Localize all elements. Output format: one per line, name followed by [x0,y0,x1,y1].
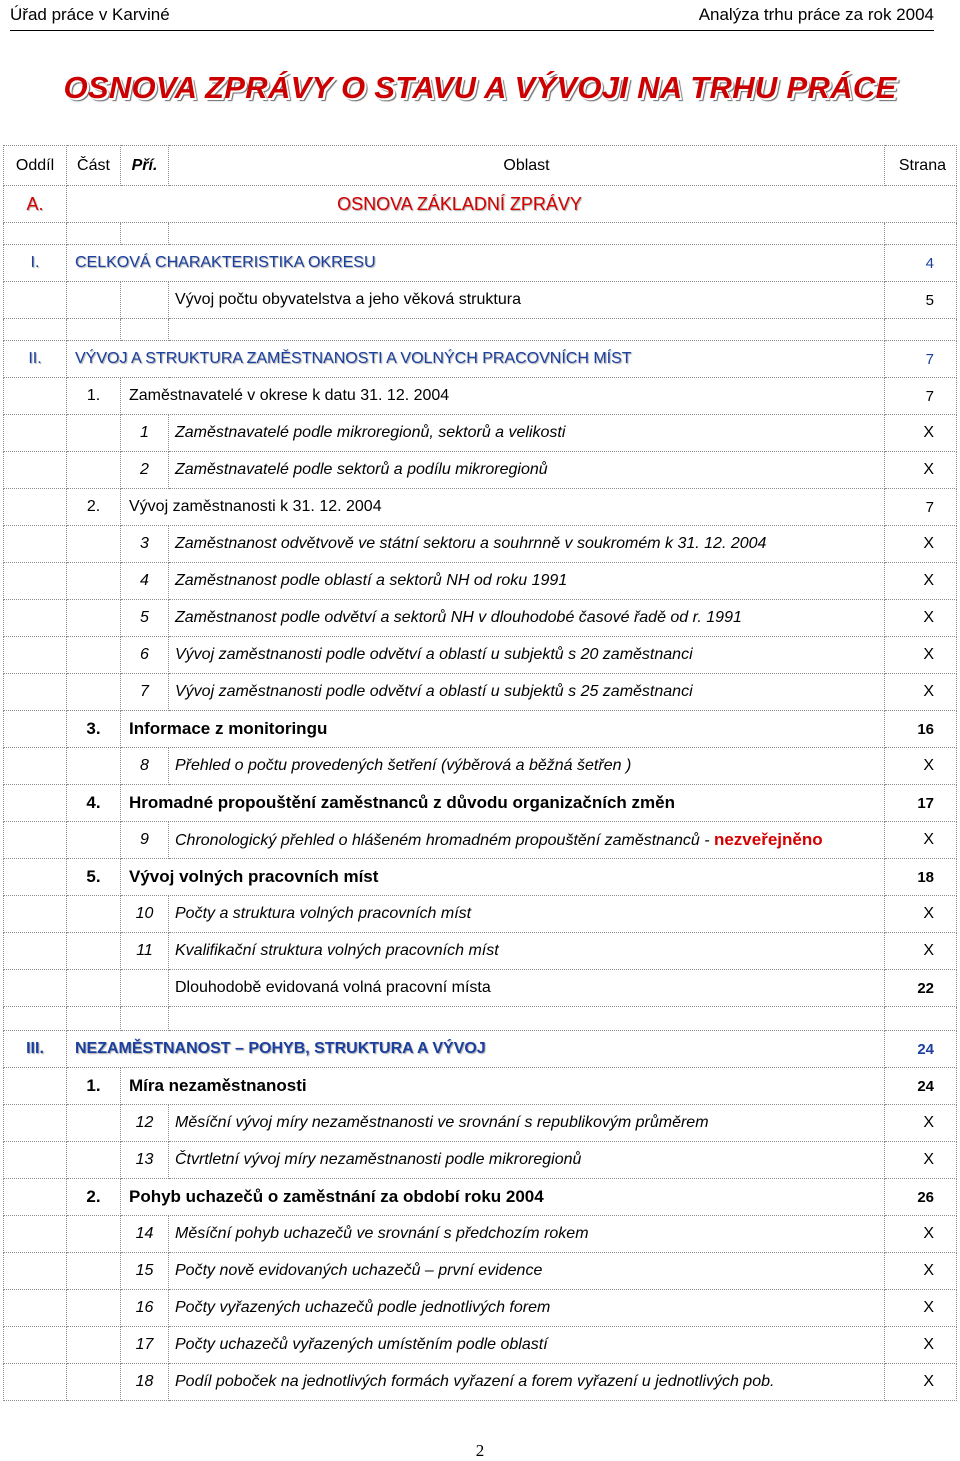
annex-row [4,896,957,933]
spacer-row [4,319,957,341]
part-num: 5. [67,859,121,896]
section-1-page: 4 [885,245,957,282]
annex-num: 16 [121,1290,169,1327]
section-3-title: NEZAMĚSTNANOST – POHYB, STRUKTURA A VÝVOJ [67,1031,885,1068]
outline-table [3,145,957,1401]
part-num: 2. [67,489,121,526]
annex-title: Zaměstnanost podle oblastí a sektorů NH od roku 1991 [169,563,885,600]
part-num: 1. [67,1068,121,1105]
table-header-row [4,146,957,186]
list-item [4,970,957,1007]
extra-page: 22 [885,970,957,1007]
part-row [4,1068,957,1105]
annex-title: Vývoj zaměstnanosti podle odvětví a oblastí u subjektů s 25 zaměstnanci [169,674,885,711]
annex-num: 8 [121,748,169,785]
annex-num: 9 [121,822,169,859]
annex-page: X [885,748,957,785]
annex-page: X [885,600,957,637]
document-title: OSNOVA ZPRÁVY O STAVU A VÝVOJI NA TRHU PRÁCE [63,70,897,105]
section-1-sub-title: Vývoj počtu obyvatelstva a jeho věková struktura [169,282,885,319]
annex-title: Čtvrtletní vývoj míry nezaměstnanosti podle mikroregionů [169,1142,885,1179]
annex-num: 18 [121,1364,169,1401]
section-3-row [4,1031,957,1068]
annex-page: X [885,637,957,674]
annex-page: X [885,822,957,859]
annex-row [4,822,957,859]
section-a-row [4,186,957,223]
annex-row [4,1142,957,1179]
annex-row [4,933,957,970]
annex-title: Počty vyřazených uchazečů podle jednotlivých forem [169,1290,885,1327]
annex-title: Zaměstnavatelé podle sektorů a podílu mikroregionů [169,452,885,489]
section-1-code: I. [4,245,67,282]
annex-page: X [885,674,957,711]
annex-num: 7 [121,674,169,711]
section-1-sub-page: 5 [885,282,957,319]
annex-page: X [885,1327,957,1364]
annex-title: Vývoj zaměstnanosti podle odvětví a oblastí u subjektů s 20 zaměstnanci [169,637,885,674]
page-header [10,4,934,31]
annex-row [4,1290,957,1327]
header-office: Úřad práce v Karviné [10,5,170,24]
part-num: 4. [67,785,121,822]
annex-row [4,748,957,785]
annex-title-cell [169,822,885,859]
annex-title: Počty a struktura volných pracovních míst [169,896,885,933]
annex-num: 2 [121,452,169,489]
part-page: 7 [885,378,957,415]
part-row [4,489,957,526]
annex-title: Zaměstnanost podle odvětví a sektorů NH v dlouhodobé časové řadě od r. 1991 [169,600,885,637]
extra-title: Dlouhodobě evidovaná volná pracovní místa [169,970,885,1007]
annex-title: Zaměstnavatelé podle mikroregionů, sektorů a velikosti [169,415,885,452]
annex-page: X [885,1216,957,1253]
list-item [4,282,957,319]
section-3-code: III. [4,1031,67,1068]
col-oddil: Oddíl [4,146,67,186]
part-num: 2. [67,1179,121,1216]
annex-title: Přehled o počtu provedených šetření (výběrová a běžná šetřen ) [169,748,885,785]
part-title: Vývoj volných pracovních míst [121,859,885,896]
annex-page: X [885,1364,957,1401]
section-3-page: 24 [885,1031,957,1068]
annex-row [4,1216,957,1253]
annex-page: X [885,415,957,452]
annex-title: Měsíční vývoj míry nezaměstnanosti ve srovnání s republikovým průměrem [169,1105,885,1142]
annex-row [4,1105,957,1142]
annex-num: 11 [121,933,169,970]
spacer-row [4,1007,957,1031]
annex-page: X [885,1253,957,1290]
annex-page: X [885,526,957,563]
annex-num: 15 [121,1253,169,1290]
annex-page: X [885,563,957,600]
section-a-title: OSNOVA ZÁKLADNÍ ZPRÁVY [67,186,957,223]
page-number: 2 [475,1441,485,1460]
section-1-title: CELKOVÁ CHARAKTERISTIKA OKRESU [67,245,885,282]
part-page: 26 [885,1179,957,1216]
section-a-code: A. [4,186,67,223]
section-1-row [4,245,957,282]
annex-page: X [885,1105,957,1142]
annex-title: Zaměstnanost odvětvově ve státní sektoru a souhrnně v soukromém k 31. 12. 2004 [169,526,885,563]
annex-num: 17 [121,1327,169,1364]
section-2-code: II. [4,341,67,378]
annex-num: 14 [121,1216,169,1253]
part-title: Míra nezaměstnanosti [121,1068,885,1105]
part-row [4,711,957,748]
part-row [4,1179,957,1216]
annex-num: 1 [121,415,169,452]
part-row [4,378,957,415]
annex-row [4,1253,957,1290]
part-row [4,785,957,822]
annex-title: Měsíční pohyb uchazečů ve srovnání s předchozím rokem [169,1216,885,1253]
annex-num: 13 [121,1142,169,1179]
annex-page: X [885,1290,957,1327]
annex-page: X [885,1142,957,1179]
annex-num: 6 [121,637,169,674]
section-2-row [4,341,957,378]
col-oblast: Oblast [169,146,885,186]
annex-row [4,1364,957,1401]
part-row [4,859,957,896]
annex-page: X [885,933,957,970]
part-num: 1. [67,378,121,415]
annex-title: Podíl poboček na jednotlivých formách vyřazení a forem vyřazení u jednotlivých pob. [169,1364,885,1401]
part-title: Hromadné propouštění zaměstnanců z důvodu organizačních změn [121,785,885,822]
annex-row [4,452,957,489]
col-pril: Pří. [121,146,169,186]
annex-title: Počty uchazečů vyřazených umístěním podle oblastí [169,1327,885,1364]
part-page: 24 [885,1068,957,1105]
annex-row [4,415,957,452]
header-report-title: Analýza trhu práce za rok 2004 [698,5,934,24]
annex-row [4,526,957,563]
part-title: Zaměstnavatelé v okrese k datu 31. 12. 2004 [121,378,885,415]
section-2-title: VÝVOJ A STRUKTURA ZAMĚSTNANOSTI A VOLNÝCH PRACOVNÍCH MÍST [67,341,885,378]
annex-title: Chronologický přehled o hlášeném hromadném propouštění zaměstnanců - [175,832,714,849]
part-page: 7 [885,489,957,526]
annex-num: 10 [121,896,169,933]
annex-title: Kvalifikační struktura volných pracovních míst [169,933,885,970]
unpublished-note: nezveřejněno [713,830,823,849]
annex-row [4,637,957,674]
annex-page: X [885,452,957,489]
section-2-page: 7 [885,341,957,378]
part-title: Vývoj zaměstnanosti k 31. 12. 2004 [121,489,885,526]
annex-num: 3 [121,526,169,563]
annex-num: 12 [121,1105,169,1142]
part-title: Pohyb uchazečů o zaměstnání za období roku 2004 [121,1179,885,1216]
col-strana: Strana [885,146,957,186]
annex-page: X [885,896,957,933]
col-cast: Část [67,146,121,186]
annex-title: Počty nově evidovaných uchazečů – první evidence [169,1253,885,1290]
part-page: 18 [885,859,957,896]
annex-row [4,563,957,600]
annex-row [4,600,957,637]
annex-row [4,674,957,711]
annex-num: 4 [121,563,169,600]
part-page: 16 [885,711,957,748]
annex-num: 5 [121,600,169,637]
spacer-row [4,223,957,245]
part-num: 3. [67,711,121,748]
part-page: 17 [885,785,957,822]
annex-row [4,1327,957,1364]
part-title: Informace z monitoringu [121,711,885,748]
